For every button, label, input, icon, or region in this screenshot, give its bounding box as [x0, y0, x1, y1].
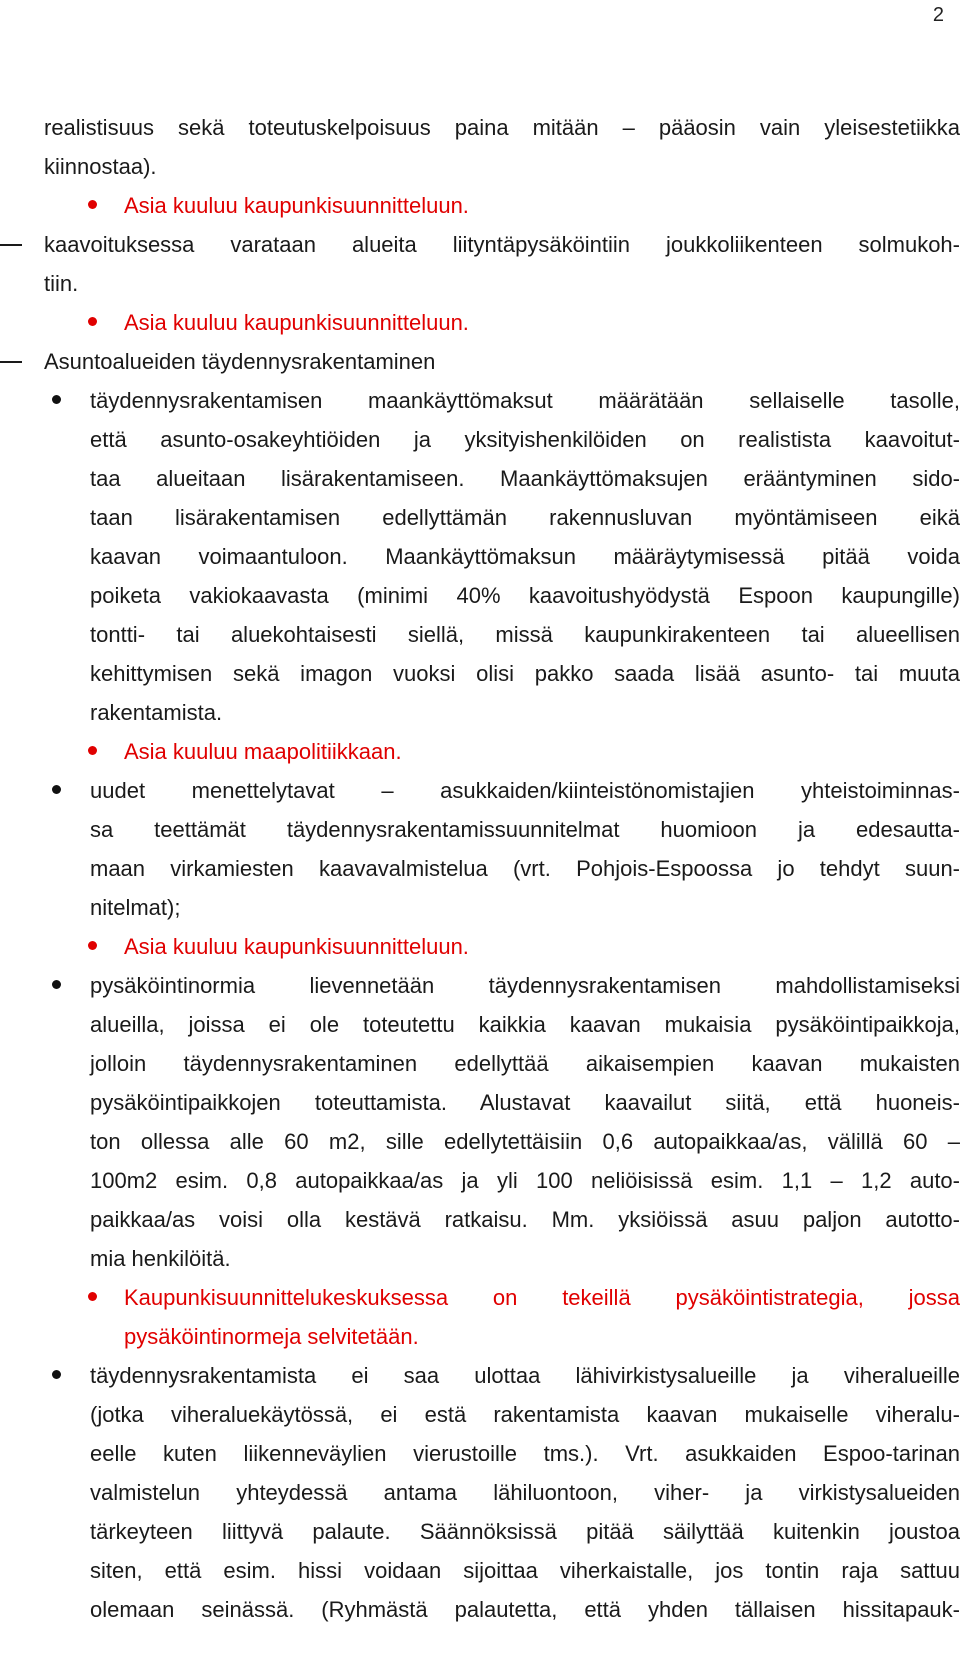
text-line — [0, 108, 960, 147]
text-line — [0, 1083, 960, 1122]
text-line-content: realistisuus sekä toteutuskelpoisuus paina mitään – pääosin vain yleisestetiikka — [44, 115, 960, 140]
text-line-content: ton ollessa alle 60 m2, sille edellytettäisiin 0,6 autopaikkaa/as, välillä 60 – — [90, 1129, 960, 1154]
dash-item-line — [0, 225, 960, 264]
text-line — [0, 1395, 960, 1434]
dash-bullet-icon — [0, 244, 22, 246]
text-line — [0, 1122, 960, 1161]
text-line — [0, 888, 960, 927]
response-text: pysäköintinormeja selvitetään. — [124, 1324, 419, 1349]
bullet-item-line — [0, 966, 960, 1005]
text-line — [0, 615, 960, 654]
text-line — [0, 1005, 960, 1044]
bullet-item-line — [0, 771, 960, 810]
document-body — [0, 108, 960, 1629]
text-line-content: tontti- tai aluekohtaisesti siellä, missä kaupunkirakenteen tai alueellisen — [90, 622, 960, 647]
text-line-content: paikkaa/as voisi olla kestävä ratkaisu. Mm. yksiöissä asuu paljon autotto- — [90, 1207, 960, 1232]
text-line — [0, 1434, 960, 1473]
red-bullet-icon — [88, 317, 97, 326]
bullet-icon — [52, 1370, 61, 1379]
text-line — [0, 849, 960, 888]
text-line — [0, 693, 960, 732]
text-line-content: pysäköintinormia lievennetään täydennysrakentamisen mahdollistamiseksi — [90, 973, 960, 998]
text-line-content: jolloin täydennysrakentaminen edellyttää aikaisempien kaavan mukaisten — [90, 1051, 960, 1076]
text-line — [0, 1200, 960, 1239]
text-line-content: (jotka viheraluekäytössä, ei estä rakentamista kaavan mukaiselle viheralu- — [90, 1402, 960, 1427]
text-line-content: sa teettämät täydennysrakentamissuunnitelmat huomioon ja edesautta- — [90, 817, 960, 842]
text-line-content: että asunto-osakeyhtiöiden ja yksityishenkilöiden on realistista kaavoitut- — [90, 427, 960, 452]
text-line-content: siten, että esim. hissi voidaan sijoittaa viherkaistalle, jos tontin raja sattuu — [90, 1558, 960, 1583]
response-text: Asia kuuluu kaupunkisuunnitteluun. — [124, 934, 469, 959]
text-line — [0, 1590, 960, 1629]
red-bullet-icon — [88, 746, 97, 755]
text-line — [0, 1473, 960, 1512]
response-line — [0, 927, 960, 966]
text-line — [0, 264, 960, 303]
response-line — [0, 303, 960, 342]
page-number: 2 — [932, 4, 944, 26]
response-text: Asia kuuluu maapolitiikkaan. — [124, 739, 402, 764]
text-line-content: taa alueitaan lisärakentamiseen. Maankäyttömaksujen erääntyminen sido- — [90, 466, 960, 491]
section-heading-text: Asuntoalueiden täydennysrakentaminen — [44, 349, 436, 374]
section-heading — [0, 342, 960, 381]
text-line-content: eelle kuten liikenneväylien vierustoille tms.). Vrt. asukkaiden Espoo-tarinan — [90, 1441, 960, 1466]
bullet-item-line — [0, 381, 960, 420]
text-line-content: nitelmat); — [90, 895, 181, 920]
text-line — [0, 1239, 960, 1278]
text-line-content: maan virkamiesten kaavavalmistelua (vrt. Pohjois-Espoossa jo tehdyt suun- — [90, 856, 960, 881]
text-line — [0, 1512, 960, 1551]
red-bullet-icon — [88, 1292, 97, 1301]
text-line — [0, 147, 960, 186]
text-line-content: kehittymisen sekä imagon vuoksi olisi pakko saada lisää asunto- tai muuta — [90, 661, 960, 686]
text-line-content: poiketa vakiokaavasta (minimi 40% kaavoitushyödystä Espoon kaupungille) — [90, 583, 960, 608]
red-bullet-icon — [88, 941, 97, 950]
text-line-content: kaavoituksessa varataan alueita liityntäpysäköintiin joukkoliikenteen solmukoh- — [44, 232, 960, 257]
text-line-content: pysäköintipaikkojen toteuttamista. Alustavat kaavailut siitä, että huoneis- — [90, 1090, 960, 1115]
text-line-content: 100m2 esim. 0,8 autopaikkaa/as ja yli 100 neliöisissä esim. 1,1 – 1,2 auto- — [90, 1168, 960, 1193]
text-line-content: tiin. — [44, 271, 79, 296]
text-line-content: rakentamista. — [90, 700, 223, 725]
bullet-item-line — [0, 1356, 960, 1395]
text-line — [0, 420, 960, 459]
bullet-icon — [52, 980, 61, 989]
response-line — [0, 186, 960, 225]
text-line — [0, 576, 960, 615]
red-bullet-icon — [88, 200, 97, 209]
text-line-content: taan lisärakentamisen edellyttämän rakennusluvan myöntämiseen eikä — [90, 505, 960, 530]
response-line — [0, 732, 960, 771]
text-line — [0, 1161, 960, 1200]
response-text: Asia kuuluu kaupunkisuunnitteluun. — [124, 310, 469, 335]
text-line-content: kaavan voimaantuloon. Maankäyttömaksun määräytymisessä pitää voida — [90, 544, 960, 569]
text-line-content: tärkeyteen liittyvä palaute. Säännöksissä pitää säilyttää kuitenkin joustoa — [90, 1519, 960, 1544]
text-line — [0, 1044, 960, 1083]
text-line-content: täydennysrakentamisen maankäyttömaksut määrätään sellaiselle tasolle, — [90, 388, 960, 413]
response-text: Asia kuuluu kaupunkisuunnitteluun. — [124, 193, 469, 218]
text-line — [0, 537, 960, 576]
bullet-icon — [52, 395, 61, 404]
text-line-content: mia henkilöitä. — [90, 1246, 231, 1271]
response-text: Kaupunkisuunnittelukeskuksessa on tekeillä pysäköintistrategia, jossa — [124, 1285, 960, 1310]
text-line — [0, 498, 960, 537]
text-line-content: olemaan seinässä. (Ryhmästä palautetta, että yhden tällaisen hissitapauk- — [90, 1597, 960, 1622]
text-line — [0, 459, 960, 498]
text-line-content: alueilla, joissa ei ole toteutettu kaikkia kaavan mukaisia pysäköintipaikkoja, — [90, 1012, 960, 1037]
bullet-icon — [52, 785, 61, 794]
text-line-content: valmistelun yhteydessä antama lähiluontoon, viher- ja virkistysalueiden — [90, 1480, 960, 1505]
response-line — [0, 1317, 960, 1356]
text-line-content: kiinnostaa). — [44, 154, 157, 179]
text-line-content: täydennysrakentamista ei saa ulottaa lähivirkistysalueille ja viheralueille — [90, 1363, 960, 1388]
response-line — [0, 1278, 960, 1317]
text-line — [0, 810, 960, 849]
dash-bullet-icon — [0, 361, 22, 363]
text-line — [0, 1551, 960, 1590]
text-line — [0, 654, 960, 693]
text-line-content: uudet menettelytavat – asukkaiden/kiinteistönomistajien yhteistoiminnas- — [90, 778, 960, 803]
